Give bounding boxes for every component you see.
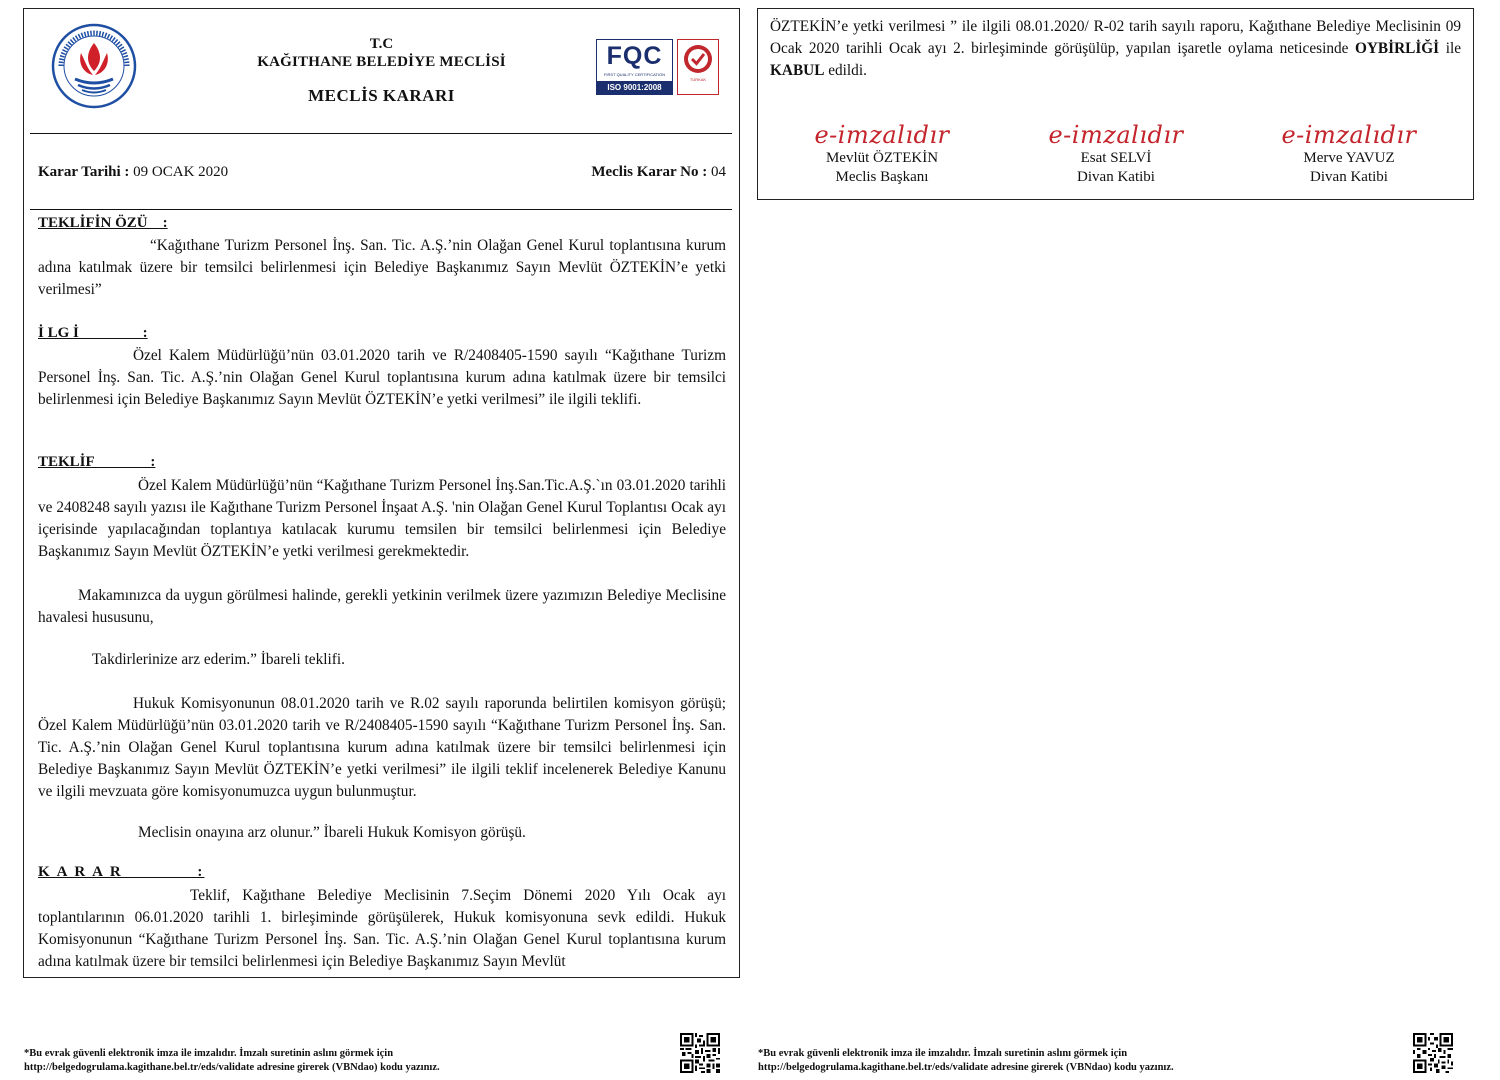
turkak-accreditation-badge: [677, 39, 719, 95]
decision-date: [38, 164, 228, 181]
footer-line-1: *Bu evrak güvenli elektronik imza ile imzalıdır. İmzalı suretinin aslını görmek için: [758, 1048, 1128, 1059]
teklif-paragraph-1: Özel Kalem Müdürlüğü’nün “Kağıthane Turizm Personel İnş.San.Tic.A.Ş.`ın 03.01.2020 tarihli ve 2408248 sayılı yazısı ile Kağıthane Turizm Personel İnşaat A.Ş. 'nin Olağan Genel Kurul Toplantısı Ocak ayı içerisinde yapılacağından toplantıya katılacak kurumu temsilen bir temsilci belirlenmesi için Belediye Başkanımız Sayın Mevlüt ÖZTEKİN’e yetki verilmesi gerekmektedir.: [38, 477, 726, 560]
section-heading-ilgi: İ LG İ :: [38, 325, 148, 341]
footer-verification-note: [24, 1047, 440, 1075]
signer-title: Divan Katibi: [1310, 169, 1388, 185]
qr-code-icon: [1413, 1033, 1453, 1073]
e-signature-stamp: e-imzalıdır: [1048, 121, 1184, 149]
fqc-certification-badge: [596, 39, 673, 95]
section-body-teklif: [38, 475, 726, 563]
signature-block: [782, 121, 982, 187]
iso-label: ISO 9001:2008: [597, 81, 672, 94]
ilgi-paragraph: Özel Kalem Müdürlüğü’nün 03.01.2020 tarih ve R/2408405-1590 sayılı “Kağıthane Turizm Personel İnş. San. Tic. A.Ş.’nin Olağan Genel Kurul toplantısına kurum adına katılmak üzere bir temsilci belirlenmesi için Belediye Başkanımız Sayın Mevlüt ÖZTEKİN’e yetki verilmesi” ile ilgili teklifi.: [38, 347, 726, 408]
section-body-komisyon-2: [38, 822, 726, 844]
header-tc: T.C: [369, 36, 394, 52]
turkak-label: TÜRKAK: [689, 77, 707, 82]
decision-page-continuation: [757, 8, 1474, 200]
komisyon-paragraph-2: Meclisin onayına arz olunur.” İbareli Hukuk Komisyon görüşü.: [138, 824, 526, 841]
footer-url-line[interactable]: http://belgedogrulama.kagithane.bel.tr/eds/validate adresine girerek (VBNdao) kodu yazınız.: [24, 1062, 440, 1073]
decision-page: [23, 8, 740, 978]
signer-title: Divan Katibi: [1077, 169, 1155, 185]
document-header: [224, 35, 539, 106]
header-council: KAĞITHANE BELEDİYE MECLİSİ: [257, 54, 506, 70]
number-value: 04: [707, 164, 726, 180]
continuation-after: edildi.: [824, 62, 867, 79]
number-label: Meclis Karar No :: [591, 164, 708, 180]
komisyon-paragraph-1: Hukuk Komisyonunun 08.01.2020 tarih ve R.02 sayılı raporunda belirtilen komisyon görüşü; Özel Kalem Müdürlüğü’nün 03.01.2020 tarih ve R/2408405-1590 sayılı “Kağıthane Turizm Personel İnş. San. Tic. A.Ş.’nin Olağan Genel Kurul toplantısına kurum adına katılmak üzere bir temsilci belirlenmesi için Belediye Başkanımız Sayın Mevlüt ÖZTEKİN’e yetki verilmesi” ile ilgili teklif incelenerek Belediye Kanunu ve ilgili mevzuata göre komisyonumuzca uygun bulunmuştur.: [38, 695, 726, 800]
page-title: MECLİS KARARI: [308, 86, 455, 105]
signer-name: Merve YAVUZ: [1303, 150, 1395, 166]
turkak-check-icon: [682, 43, 714, 75]
date-label: Karar Tarihi :: [38, 164, 130, 180]
acceptance-text: KABUL: [770, 62, 825, 79]
section-body-teklif-2: [38, 585, 726, 629]
unanimity-text: OYBİRLİĞİ: [1354, 40, 1440, 57]
signer-name: Esat SELVİ: [1080, 150, 1152, 166]
decision-number: [591, 164, 726, 181]
teklif-paragraph-2: Makamınızca da uygun görülmesi halinde, gerekli yetkinin verilmek üzere yazımızın Belediye Meclisine havalesi hususunu,: [38, 587, 726, 626]
e-signature-stamp: e-imzalıdır: [1281, 121, 1417, 149]
section-body-karar: [38, 885, 726, 973]
municipality-logo-icon: [51, 23, 137, 109]
section-body-komisyon: [38, 693, 726, 803]
header-divider: [30, 133, 732, 134]
continuation-mid: ile: [1439, 40, 1461, 57]
section-heading-karar: K A R A R :: [38, 864, 205, 880]
fqc-subtitle: FIRST QUALITY CERTIFICATION: [603, 72, 666, 77]
section-body-ozu: [38, 235, 726, 301]
qr-code-icon: [680, 1033, 720, 1073]
e-signature-stamp: e-imzalıdır: [814, 121, 950, 149]
footer-url-line[interactable]: http://belgedogrulama.kagithane.bel.tr/eds/validate adresine girerek (VBNdao) kodu yazınız.: [758, 1062, 1174, 1073]
date-value: 09 OCAK 2020: [129, 164, 229, 180]
continuation-text: [770, 16, 1461, 82]
meta-divider: [30, 209, 732, 210]
signer-title: Meclis Başkanı: [835, 169, 929, 185]
karar-paragraph: Teklif, Kağıthane Belediye Meclisinin 7.Seçim Dönemi 2020 Yılı Ocak ayı toplantılarının 06.01.2020 tarihli 1. birleşiminde görüşülerek, Hukuk komisyonuna sevk edildi. Hukuk Komisyonunun “Kağıthane Turizm Personel İnş. San. Tic. A.Ş.’nin Olağan Genel Kurul toplantısına kurum adına katılmak üzere bir temsilci belirlenmesi için Belediye Başkanımız Sayın Mevlüt: [38, 887, 726, 970]
section-body-ilgi: [38, 345, 726, 411]
footer-line-1: *Bu evrak güvenli elektronik imza ile imzalıdır. İmzalı suretinin aslını görmek için: [24, 1048, 394, 1059]
signature-block: [1249, 121, 1449, 187]
teklif-paragraph-3: Takdirlerinize arz ederim.” İbareli teklifi.: [92, 651, 345, 668]
signature-block: [1016, 121, 1216, 187]
section-body-teklif-3: [38, 649, 726, 671]
section-heading-teklif: TEKLİF :: [38, 454, 156, 470]
section-heading-ozu: TEKLİFİN ÖZÜ :: [38, 215, 168, 231]
fqc-logo-text: FQC: [606, 42, 663, 70]
ozu-paragraph: “Kağıthane Turizm Personel İnş. San. Tic. A.Ş.’nin Olağan Genel Kurul toplantısına kurum adına katılmak üzere bir temsilci belirlenmesi için Belediye Başkanımız Sayın Mevlüt ÖZTEKİN’e yetki verilmesi”: [38, 237, 726, 298]
signer-name: Mevlüt ÖZTEKİN: [825, 150, 939, 166]
footer-verification-note: [758, 1047, 1174, 1075]
continuation-before: ÖZTEKİN’e yetki verilmesi ” ile ilgili 08.01.2020/ R-02 tarih sayılı raporu, Kağıthane Belediye Meclisinin 09 Ocak 2020 tarihli Ocak ayı 2. birleşiminde görüşülüp, yapılan işaretle oylama neticesinde: [770, 18, 1461, 57]
